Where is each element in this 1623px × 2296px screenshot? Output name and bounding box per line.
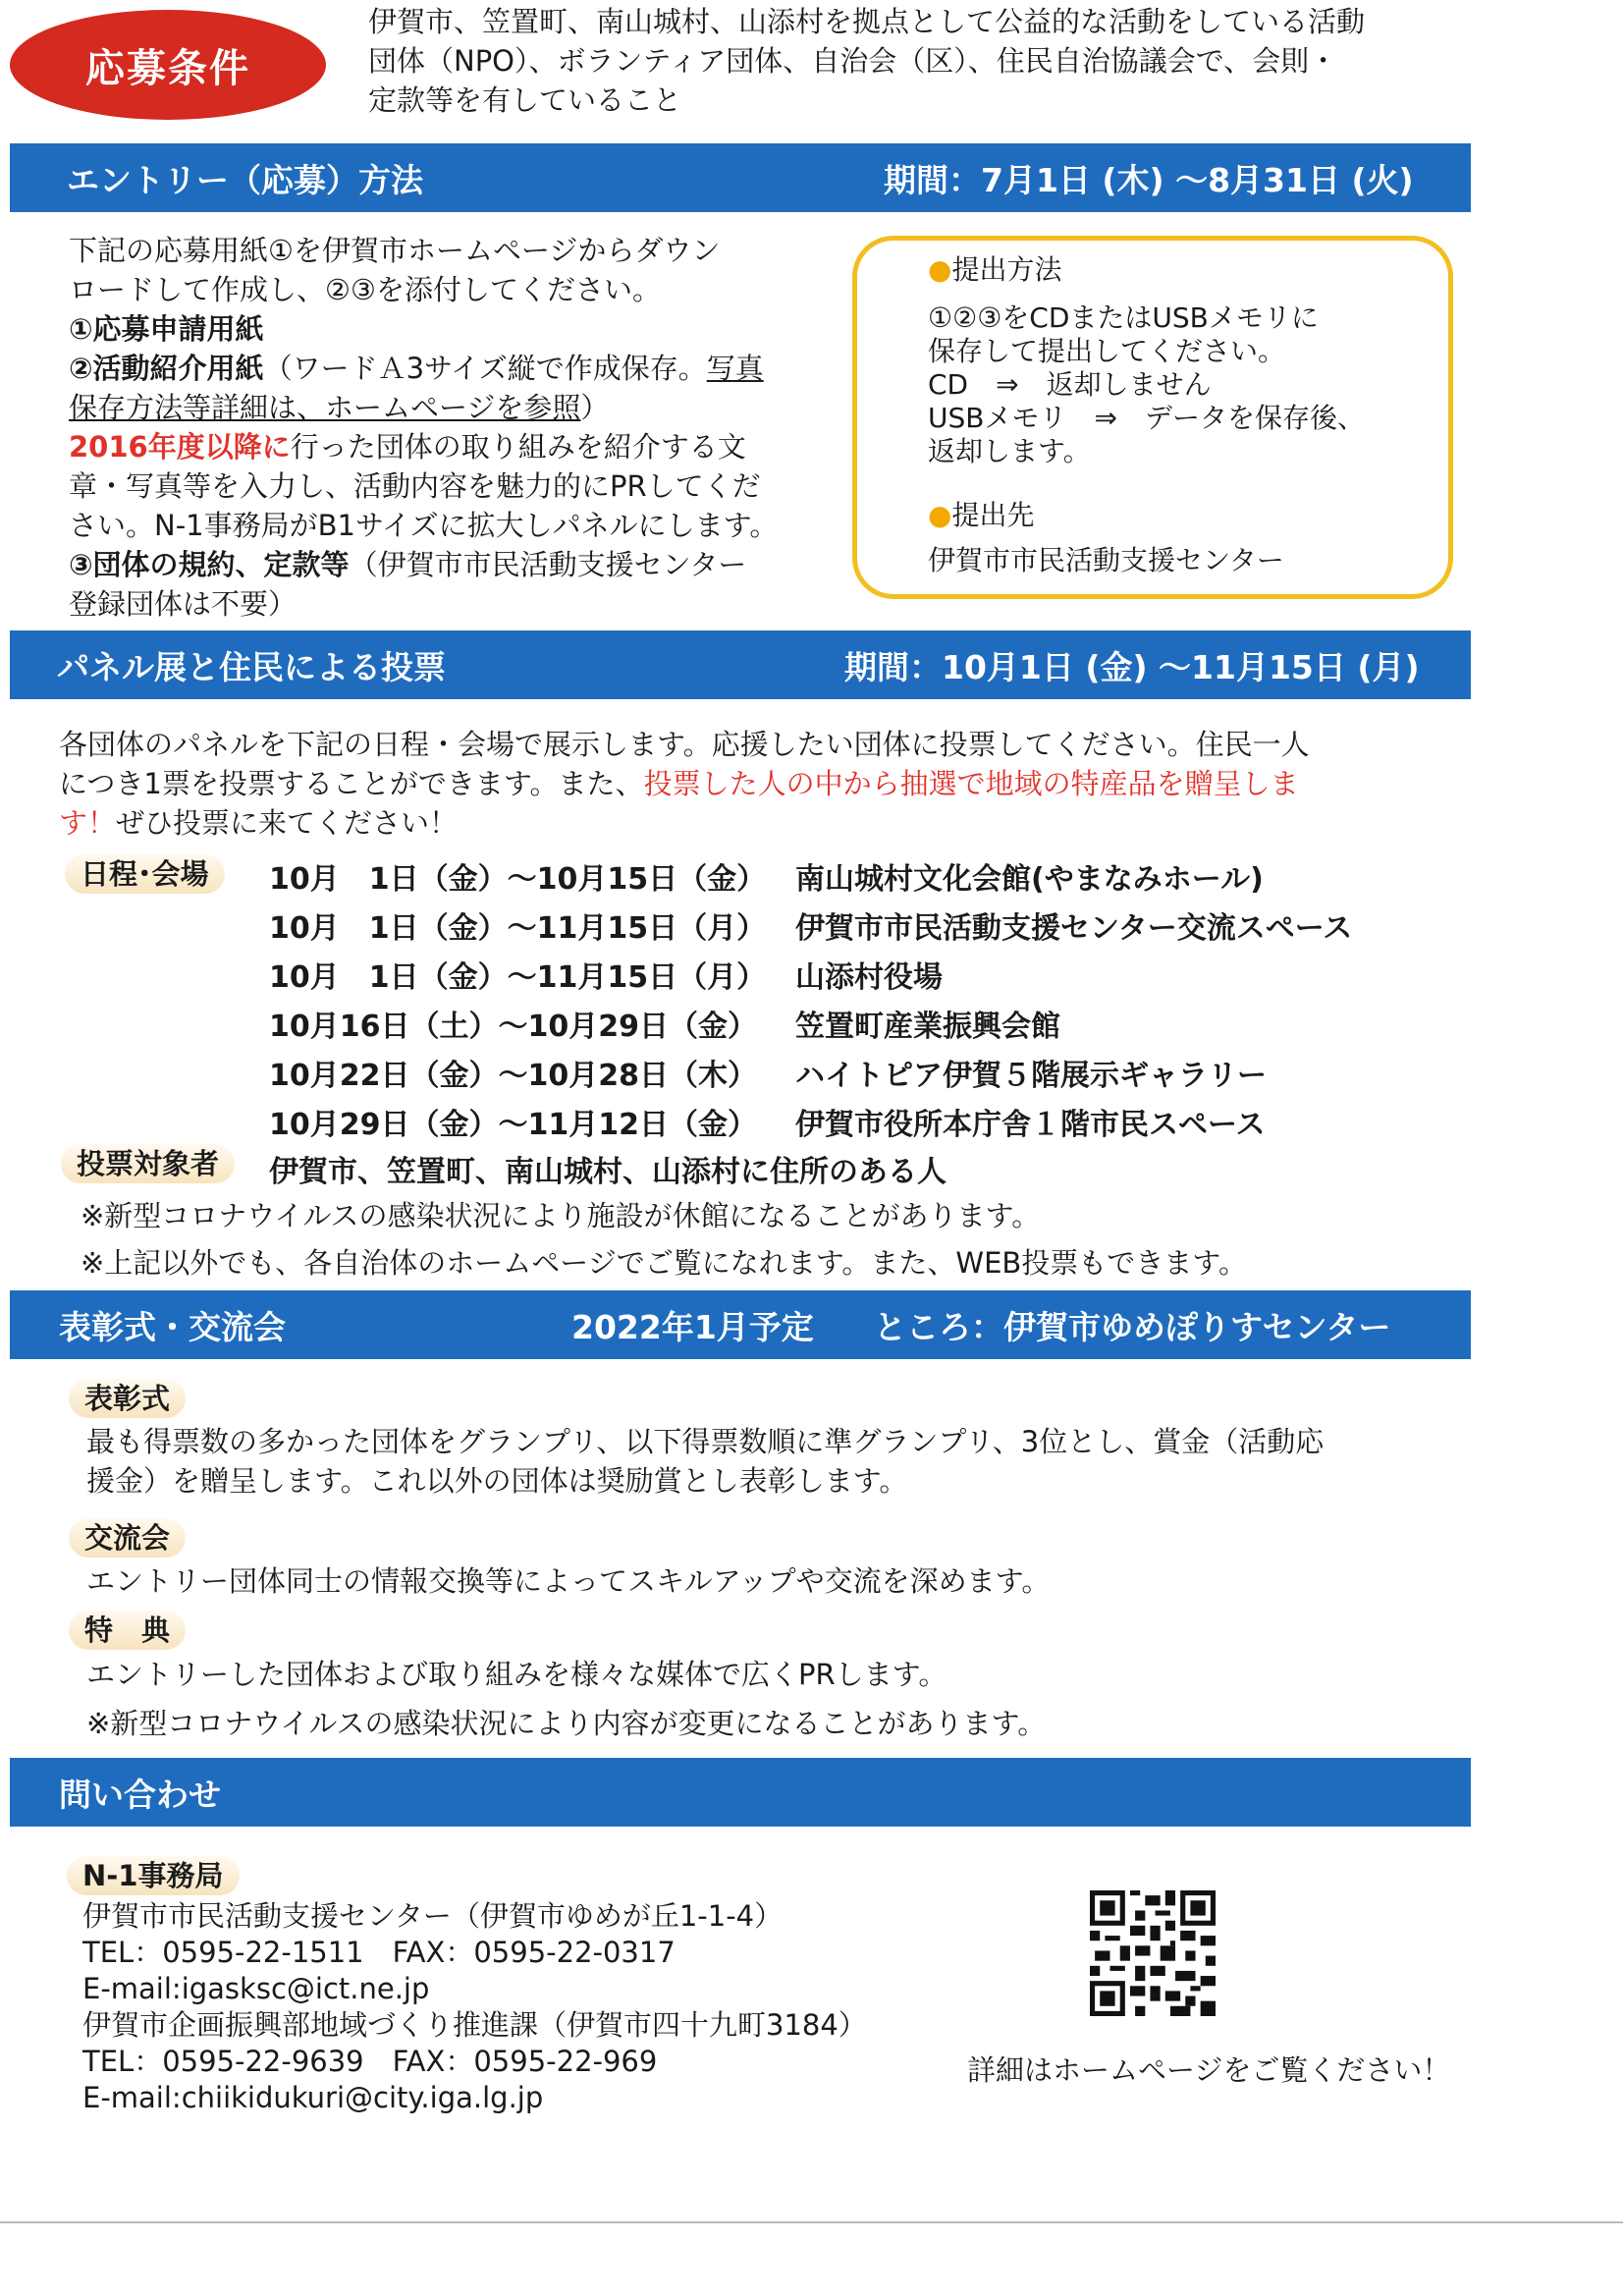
qr-code-icon[interactable] xyxy=(1090,1890,1216,2016)
panel-header-bar xyxy=(10,630,1471,699)
submission-box xyxy=(852,236,1453,599)
contact-details xyxy=(82,1898,867,2116)
submit-dest-heading xyxy=(928,498,1034,533)
panel-intro xyxy=(59,725,1473,843)
schedule-label: 日程･会場 xyxy=(65,854,225,894)
panel-title: パネル展と住民による投票 xyxy=(57,647,446,686)
voters-text: 伊賀市、笠置町、南山城村、山添村に住所のある人 xyxy=(269,1155,947,1189)
schedule-venue: ハイトピア伊賀５階展示ギャラリー xyxy=(795,1059,1267,1093)
schedule-date: 10月22日（金）～10月28日（木） xyxy=(269,1059,757,1093)
award-note: ※新型コロナウイルスの感染状況により内容が変更になることがあります。 xyxy=(86,1707,1047,1740)
eligibility-badge xyxy=(10,10,326,120)
contact-line: 伊賀市企画振興部地域づくり推進課（伊賀市四十九町3184） xyxy=(82,2008,867,2042)
submit-method-line: USBメモリ ⇒ データを保存後、 xyxy=(928,402,1365,434)
benefit-label: 特 典 xyxy=(69,1611,186,1650)
entry-line: ロードして作成し、②③を添付してください。 xyxy=(69,273,661,306)
panel-note: ※新型コロナウイルスの感染状況により施設が休館になることがあります。 xyxy=(81,1199,1041,1232)
ceremony-label: 表彰式 xyxy=(69,1379,186,1418)
page-divider xyxy=(0,2221,1623,2223)
benefit-text: エントリーした団体および取り組みを様々な媒体で広くPRします。 xyxy=(86,1658,947,1691)
contact-line: E-mail:chiikidukuri@city.iga.lg.jp xyxy=(82,2081,544,2114)
submit-method-label: 提出方法 xyxy=(951,253,1062,286)
submit-method-line: 返却します。 xyxy=(928,435,1091,467)
contact-line: TEL：0595-22-1511 FAX：0595-22-0317 xyxy=(82,1936,676,1969)
contact-line: 伊賀市市民活動支援センター（伊賀市ゆめが丘1-1-4） xyxy=(82,1899,784,1933)
award-place: ところ：伊賀市ゆめぽりすセンター xyxy=(874,1307,1391,1346)
eligibility-line: 団体（NPO）、ボランティア団体、自治会（区）、住民自治協議会で、会則・ xyxy=(368,44,1338,78)
exchange-text: エントリー団体同士の情報交換等によってスキルアップや交流を深めます。 xyxy=(86,1564,1051,1598)
panel-intro-highlight: す！ xyxy=(59,806,117,840)
entry-item-2-link-1: 写真 xyxy=(706,352,764,385)
entry-title: エントリー（応募）方法 xyxy=(67,160,423,199)
award-date: 2022年1月予定 xyxy=(571,1307,814,1346)
entry-instructions xyxy=(69,231,844,624)
exchange-label: 交流会 xyxy=(69,1518,186,1558)
submit-dest: 伊賀市市民活動支援センター xyxy=(928,544,1284,576)
entry-header-bar xyxy=(10,143,1471,212)
submit-dest-label: 提出先 xyxy=(951,499,1035,531)
panel-note: ※上記以外でも、各自治体のホームページでご覧になれます。また、WEB投票もできます。 xyxy=(81,1246,1247,1280)
bullet-dot-icon: ● xyxy=(928,499,952,531)
ceremony-text xyxy=(86,1422,1324,1501)
panel-intro-line: 各団体のパネルを下記の日程・会場で展示します。応援したい団体に投票してください。住民一人 xyxy=(59,728,1310,761)
office-label: N-1事務局 xyxy=(67,1856,240,1895)
entry-item-3-bold: ③団体の規約、定款等 xyxy=(69,548,350,581)
schedule-date: 10月16日（土）～10月29日（金） xyxy=(269,1010,757,1044)
submit-method-line: 保存して提出してください。 xyxy=(928,335,1286,367)
award-title: 表彰式・交流会 xyxy=(59,1307,286,1346)
entry-item-3-line: 登録団体は不要） xyxy=(69,587,298,621)
submit-method-heading xyxy=(928,252,1061,288)
entry-item-3-rest: （伊賀市市民活動支援センター xyxy=(349,548,747,581)
entry-item-1: ①応募申請用紙 xyxy=(69,312,264,346)
contact-line: E-mail:igasksc@ict.ne.jp xyxy=(82,1972,430,2005)
entry-item-2-rest: （ワードＡ3サイズ縦で作成保存。 xyxy=(263,352,707,385)
schedule-venue: 南山城村文化会館(やまなみホール) xyxy=(795,862,1264,897)
ceremony-line: 援金）を贈呈します。これ以外の団体は奨励賞とし表彰します。 xyxy=(86,1464,908,1498)
award-header-bar xyxy=(10,1290,1471,1359)
eligibility-line: 伊賀市、笠置町、南山城村、山添村を拠点として公益的な活動をしている活動 xyxy=(368,5,1366,38)
schedule-venue: 伊賀市市民活動支援センター交流スペース xyxy=(795,911,1353,946)
entry-item-2-desc: 行った団体の取り組みを紹介する文 xyxy=(290,430,746,464)
entry-item-2-desc: さい。N-1事務局がB1サイズに拡大しパネルにします。 xyxy=(69,509,779,542)
eligibility-badge-label: 応募条件 xyxy=(85,45,250,91)
entry-line: 下記の応募用紙①を伊賀市ホームページからダウン xyxy=(69,234,721,267)
panel-intro-text: につき1票を投票することができます。また、 xyxy=(59,767,644,800)
panel-period: 期間：10月1日 (金) ～11月15日 (月) xyxy=(844,647,1420,686)
entry-period: 期間：7月1日 (木) ～8月31日 (火) xyxy=(884,160,1414,199)
schedule-date: 10月 1日（金）～11月15日（月） xyxy=(269,911,767,946)
submit-method-line: CD ⇒ 返却しません xyxy=(928,368,1212,401)
bullet-dot-icon: ● xyxy=(928,253,952,286)
panel-intro-text: ぜひ投票に来てください！ xyxy=(116,806,459,840)
eligibility-line: 定款等を有していること xyxy=(368,83,682,117)
eligibility-text xyxy=(368,2,1458,120)
entry-item-2 xyxy=(69,349,844,388)
schedule-venue: 山添村役場 xyxy=(795,960,943,995)
schedule-date: 10月 1日（金）～11月15日（月） xyxy=(269,960,767,995)
entry-item-2-link-2: 保存方法等詳細は、ホームページを参照 xyxy=(69,391,581,424)
entry-item-2-bold: ②活動紹介用紙 xyxy=(69,352,264,385)
submit-method-body xyxy=(928,301,1365,468)
entry-item-2-highlight: 2016年度以降に xyxy=(69,430,291,464)
schedule-venue: 笠置町産業振興会館 xyxy=(795,1010,1060,1044)
voters-label: 投票対象者 xyxy=(61,1144,235,1183)
contact-header-bar xyxy=(10,1758,1471,1827)
contact-title: 問い合わせ xyxy=(59,1775,221,1814)
schedule-venue: 伊賀市役所本庁舎１階市民スペース xyxy=(795,1108,1266,1142)
entry-item-2-close: ） xyxy=(580,391,610,424)
schedule-date: 10月 1日（金）～10月15日（金） xyxy=(269,862,767,897)
submit-method-line: ①②③をCDまたはUSBメモリに xyxy=(928,301,1319,334)
see-homepage-text: 詳細はホームページをご覧ください！ xyxy=(967,2053,1451,2087)
entry-item-2-desc: 章・写真等を入力し、活動内容を魅力的にPRしてくだ xyxy=(69,469,761,503)
ceremony-line: 最も得票数の多かった団体をグランプリ、以下得票数順に準グランプリ、3位とし、賞金（活動応 xyxy=(86,1425,1325,1458)
panel-intro-highlight: 投票した人の中から抽選で地域の特産品を贈呈しま xyxy=(643,767,1299,800)
contact-line: TEL：0595-22-9639 FAX：0595-22-969 xyxy=(82,2045,658,2078)
schedule-date: 10月29日（金）～11月12日（金） xyxy=(269,1108,757,1142)
